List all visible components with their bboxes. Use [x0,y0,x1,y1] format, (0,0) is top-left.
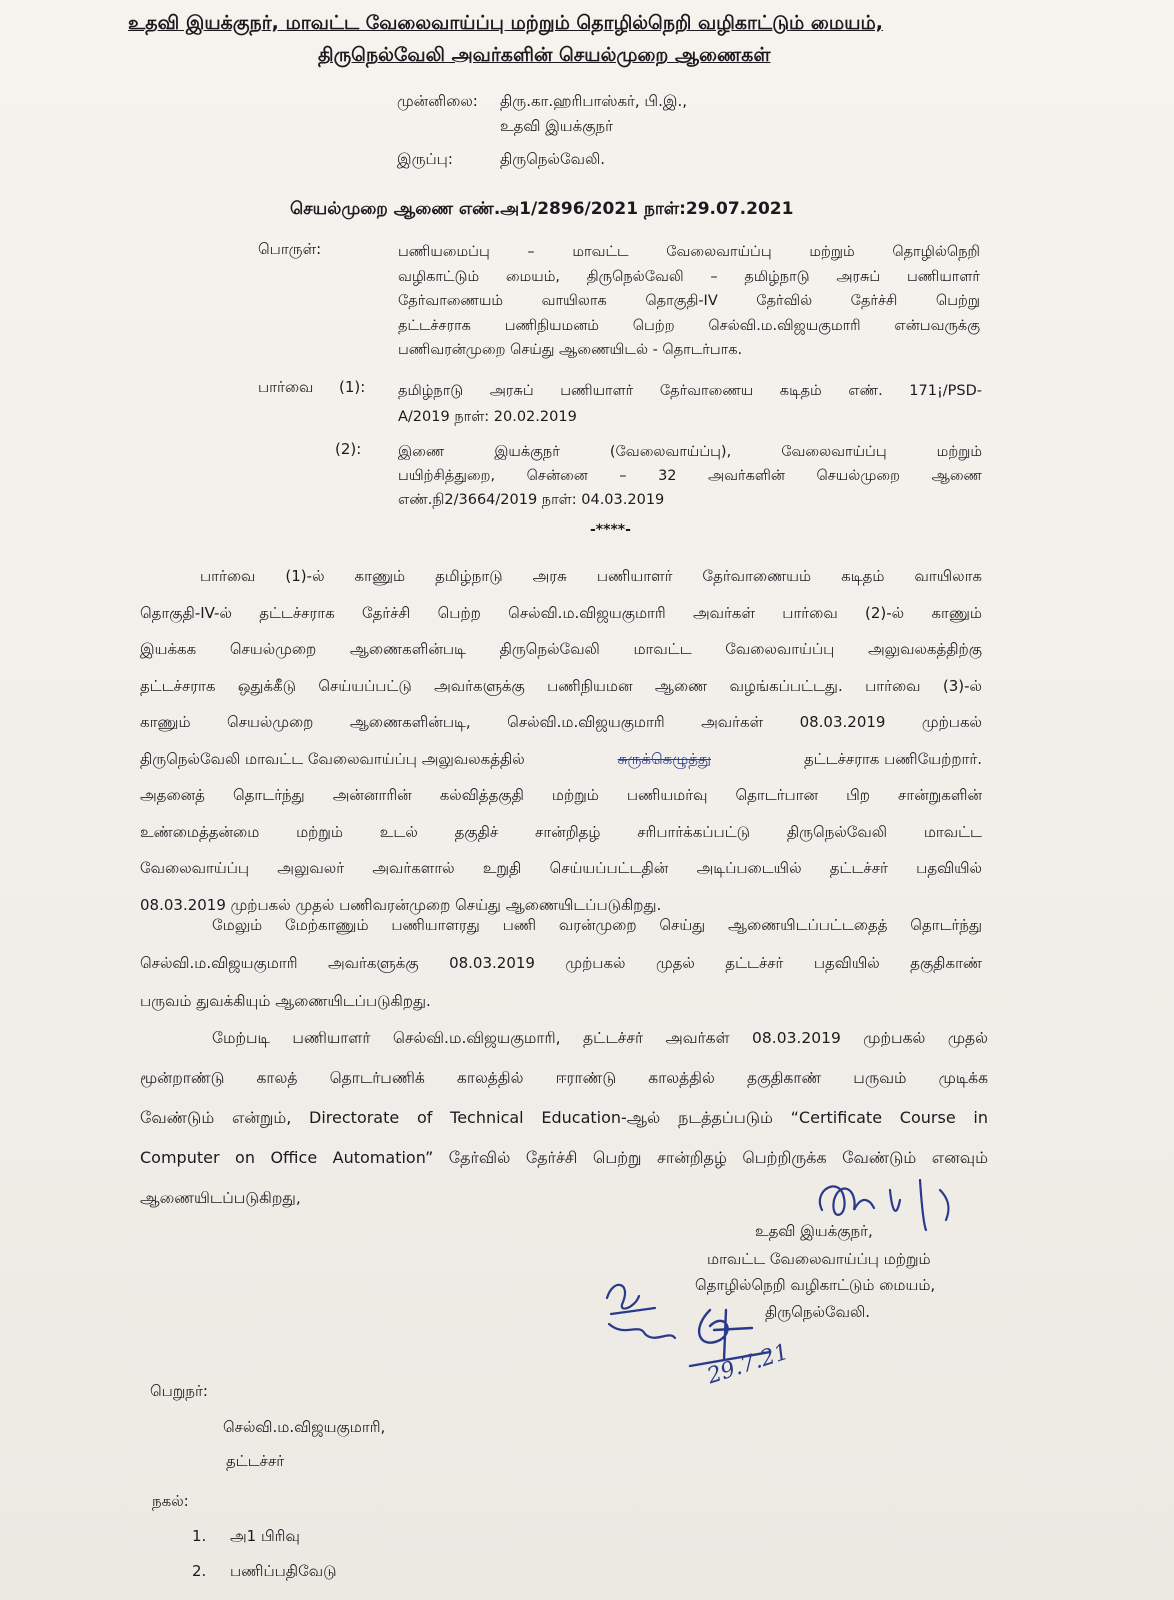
paragraph-line: செல்வி.ம.விஜயகுமாரி அவர்களுக்கு 08.03.2019 முற்பகல் முதல் தட்டச்சர் பதவியில் தகுதிகாண் [140,954,982,972]
paragraph-line: மூன்றாண்டு காலத் தொடர்பணிக் காலத்தில் ஈராண்டு காலத்தில் தகுதிகாண் பருவம் முடிக்க [140,1069,988,1087]
paragraph-line: இயக்கக செயல்முறை ஆணைகளின்படி திருநெல்வேலி மாவட்ட வேலைவாய்ப்பு அலுவலகத்திற்கு [140,640,982,658]
paragraph-line: ஆணையிடப்படுகிறது, [140,1189,301,1207]
paragraph-line-part: தட்டச்சராக பணியேற்றார். [803,749,982,768]
paragraph-1 [140,558,982,923]
order-title: செயல்முறை ஆணை எண்.அ1/2896/2021 நாள்:29.07.2021 [290,199,794,219]
paragraph-line: தொகுதி-IV-ல் தட்டச்சராக தேர்ச்சி பெற்ற செல்வி.ம.விஜயகுமாரி அவர்கள் பார்வை (2)-ல் காணும் [140,603,982,622]
location-label: இருப்பு: [397,150,453,168]
initial-signature [595,1268,690,1358]
paragraph-line: Computer on Office Automation” தேர்வில் தேர்ச்சி பெற்று சான்றிதழ் பெற்றிருக்க வேண்டும் எனவும் [140,1148,988,1167]
reference-2-number: (2): [335,440,362,458]
recipient-label: பெறுநர்: [150,1382,208,1400]
paragraph-line: உண்மைத்தன்மை மற்றும் உடல் தகுதிச் சான்றிதழ் சரிபார்க்கப்பட்டு திருநெல்வேலி மாவட்ட [140,822,982,841]
signatory-line-4: திருநெல்வேலி. [765,1303,870,1321]
separator: -****- [590,522,631,538]
presence-designation: உதவி இயக்குநர் [500,117,613,135]
reference-label: பார்வை [258,378,314,396]
subject-line: தேர்வாணையம் வாயிலாக தொகுதி-IV தேர்வில் தேர்ச்சி பெற்று [398,293,980,309]
paragraph-line-part: திருநெல்வேலி மாவட்ட வேலைவாய்ப்பு அலுவலகத்தில் [140,749,525,768]
paragraph-line: வேலைவாய்ப்பு அலுவலர் அவர்களால் உறுதி செய்யப்பட்டதின் அடிப்படையில் தட்டச்சர் பதவியில் [140,859,982,877]
paragraph-line: பார்வை (1)-ல் காணும் தமிழ்நாடு அரசு பணியாளர் தேர்வாணையம் கடிதம் வாயிலாக [200,567,982,585]
handwritten-date: 29.7.21 [704,1339,792,1390]
paragraph-line: 08.03.2019 முற்பகல் முதல் பணிவரன்முறை செய்து ஆணையிடப்படுகிறது. [140,895,662,914]
paragraph-line: மேலும் மேற்காணும் பணியாளரது பணி வரன்முறை செய்து ஆணையிடப்பட்டதைத் தொடர்ந்து [212,916,982,934]
reference-1-line: A/2019 நாள்: 20.02.2019 [398,409,577,425]
paragraph-2 [140,906,982,1020]
header-line-1: உதவி இயக்குநர், மாவட்ட வேலைவாய்ப்பு மற்றும் தொழில்நெறி வழிகாட்டும் மையம், [128,12,883,34]
presence-name: திரு.கா.ஹரிபாஸ்கர், பி.இ., [500,92,687,110]
subject-line: பணிவரன்முறை செய்து ஆணையிடல் - தொடர்பாக. [398,342,743,358]
paragraph-line: வேண்டும் என்றும், Directorate of Technical Education-ஆல் நடத்தப்படும் “Certificate Course in [140,1108,988,1127]
signatory-line-3: தொழில்நெறி வழிகாட்டும் மையம், [695,1276,936,1294]
subject-label: பொருள்: [258,240,322,258]
subject-line: வழிகாட்டும் மையம், திருநெல்வேலி – தமிழ்நாடு அரசுப் பணியாளர் [398,268,980,285]
officer-signature [800,1170,970,1240]
copy-item-number: 2. [192,1562,207,1580]
paragraph-line: காணும் செயல்முறை ஆணைகளின்படி, செல்வி.ம.விஜயகுமாரி அவர்கள் 08.03.2019 முற்பகல் [140,713,982,731]
location-value: திருநெல்வேலி. [500,150,605,168]
reference-2-line: பயிற்சித்துறை, சென்னை – 32 அவர்களின் செயல்முறை ஆணை [398,468,982,484]
paragraph-line-with-correction [140,741,982,778]
reference-1-number: (1): [339,378,366,396]
reference-2-block [398,440,982,512]
reference-2-line: எண்.நி2/3664/2019 நாள்: 04.03.2019 [398,492,665,508]
reference-1-block [398,378,982,430]
paragraph-line: பருவம் துவக்கியும் ஆணையிடப்படுகிறது. [140,992,431,1010]
copy-item-number: 1. [192,1527,207,1545]
subject-line: பணியமைப்பு – மாவட்ட வேலைவாய்ப்பு மற்றும் தொழில்நெறி [398,244,980,260]
copy-item-text: பணிப்பதிவேடு [230,1562,337,1580]
recipient-name: செல்வி.ம.விஜயகுமாரி, [223,1418,386,1436]
subject-block [398,240,980,363]
signatory-line-1: உதவி இயக்குநர், [755,1222,873,1240]
copy-label: நகல்: [152,1492,189,1510]
presence-label: முன்னிலை: [397,92,478,110]
paragraph-line: தட்டச்சராக ஒதுக்கீடு செய்யப்பட்டு அவர்களுக்கு பணிநியமன ஆணை வழங்கப்பட்டது. பார்வை (3)-ல் [140,676,982,695]
paragraph-line: மேற்படி பணியாளர் செல்வி.ம.விஜயகுமாரி, தட்டச்சர் அவர்கள் 08.03.2019 முற்பகல் முதல் [212,1029,988,1047]
signatory-line-2: மாவட்ட வேலைவாய்ப்பு மற்றும் [707,1250,931,1268]
struck-word: சுருக்கெழுத்து [617,749,712,768]
reference-1-line: தமிழ்நாடு அரசுப் பணியாளர் தேர்வாணைய கடிதம் எண். 171¡/PSD- [398,383,982,399]
reference-2-line: இணை இயக்குநர் (வேலைவாய்ப்பு), வேலைவாய்ப்பு மற்றும் [398,444,982,460]
header-line-2: திருநெல்வேலி அவர்களின் செயல்முறை ஆணைகள் [318,44,771,66]
paragraph-line: அதனைத் தொடர்ந்து அன்னாரின் கல்வித்தகுதி மற்றும் பணியமர்வு தொடர்பான பிற சான்றுகளின் [140,786,982,804]
subject-line: தட்டச்சராக பணிநியமனம் பெற்ற செல்வி.ம.விஜயகுமாரி என்பவருக்கு [398,317,980,334]
recipient-designation: தட்டச்சர் [226,1452,285,1470]
copy-item-text: அ1 பிரிவு [230,1527,300,1545]
